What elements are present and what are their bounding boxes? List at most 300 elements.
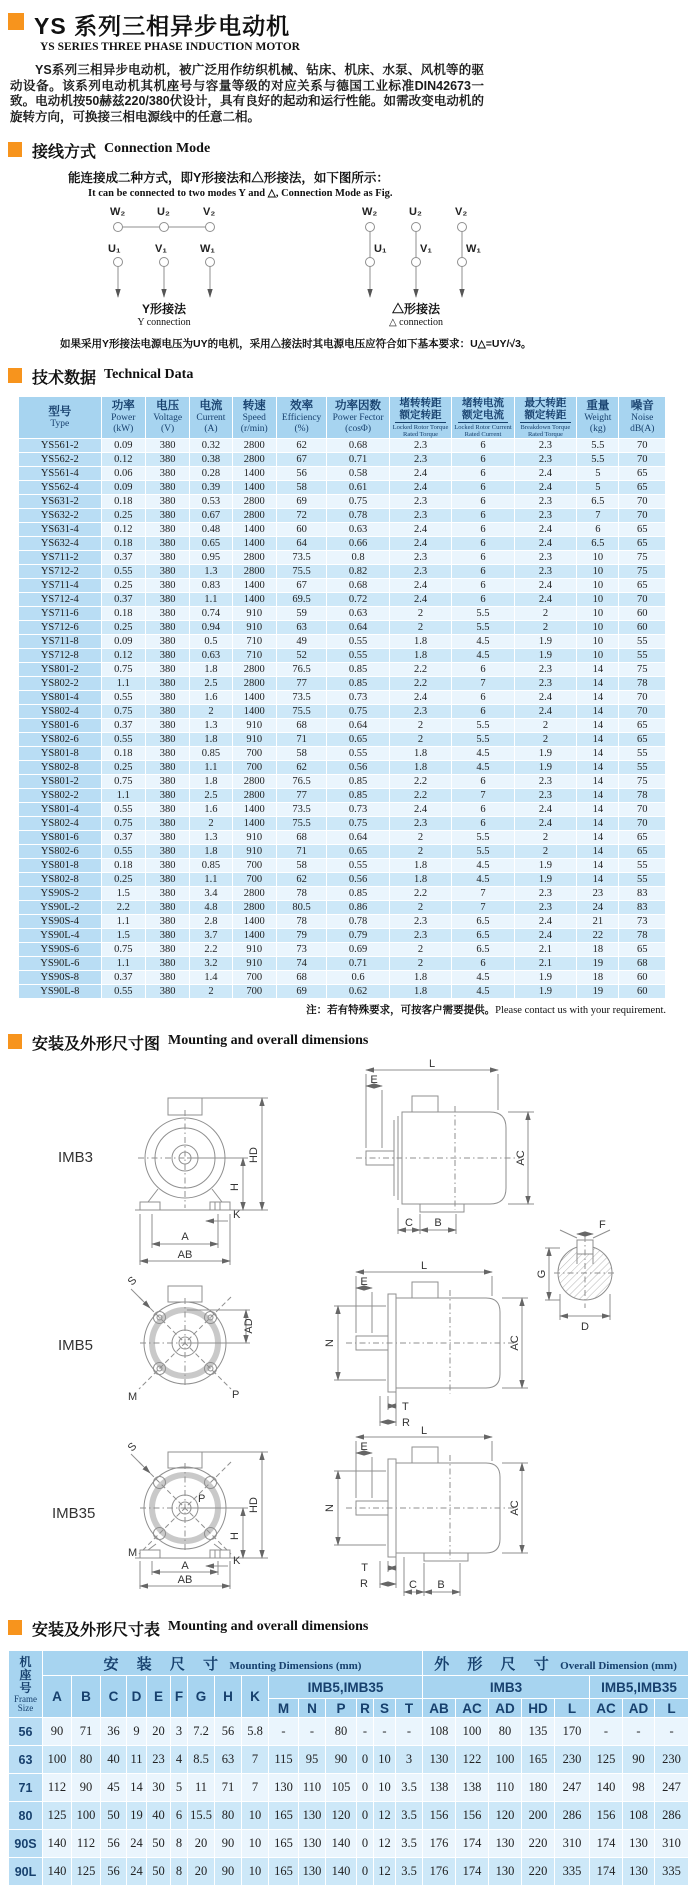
cell: 67 xyxy=(276,453,326,467)
cell: 55 xyxy=(619,859,666,873)
cell: 1400 xyxy=(232,691,276,705)
cell: 0.12 xyxy=(101,649,145,663)
cell: 65 xyxy=(619,537,666,551)
cell: 140 xyxy=(326,1858,357,1886)
cell: 380 xyxy=(145,915,189,929)
table-row xyxy=(19,943,666,957)
cell: 200 xyxy=(522,1802,555,1830)
cell: 63 xyxy=(276,621,326,635)
cell: 78 xyxy=(619,677,666,691)
cell: 1.9 xyxy=(514,635,576,649)
cell: 0.78 xyxy=(327,509,389,523)
row-label: YS711-4 xyxy=(19,579,102,593)
cell: 4.5 xyxy=(452,859,514,873)
cell: 58 xyxy=(276,859,326,873)
imb35-front-view xyxy=(131,1452,235,1558)
cell: 2.4 xyxy=(514,467,576,481)
cell: 78 xyxy=(276,887,326,901)
cell: 220 xyxy=(522,1830,555,1858)
cell: 2.4 xyxy=(389,523,451,537)
cell: 14 xyxy=(577,831,619,845)
cell: 76.5 xyxy=(276,775,326,789)
row-label: YS631-4 xyxy=(19,523,102,537)
cell: 2.3 xyxy=(514,495,576,509)
table-row xyxy=(19,985,666,999)
cell: 910 xyxy=(232,831,276,845)
cell: 380 xyxy=(145,775,189,789)
row-label: YS801-6 xyxy=(19,831,102,845)
cell: 0.73 xyxy=(327,803,389,817)
col-header-ac: AC xyxy=(456,1699,489,1718)
cell: 0.25 xyxy=(101,761,145,775)
cell: 6 xyxy=(452,523,514,537)
figure-label-imb5: IMB5 xyxy=(58,1337,94,1354)
cell: 4.8 xyxy=(190,901,232,915)
cell: 19 xyxy=(127,1802,147,1830)
dim-label-m: M xyxy=(128,1547,138,1559)
cell: - xyxy=(357,1718,374,1746)
row-label: YS90S-6 xyxy=(19,943,102,957)
imb3-front-view xyxy=(135,1098,235,1210)
cell: 2.3 xyxy=(514,509,576,523)
cell: 380 xyxy=(145,705,189,719)
row-label: YS801-2 xyxy=(19,775,102,789)
cell: 10 xyxy=(242,1802,269,1830)
cell: 2.4 xyxy=(389,691,451,705)
cell: 10 xyxy=(577,649,619,663)
terminal-label: V₁ xyxy=(155,243,167,255)
row-label: YS801-8 xyxy=(19,859,102,873)
cell: 125 xyxy=(590,1746,623,1774)
table-row xyxy=(19,957,666,971)
cell: 1.1 xyxy=(101,915,145,929)
cell: 380 xyxy=(145,719,189,733)
cell: 2800 xyxy=(232,775,276,789)
row-label: 80 xyxy=(9,1802,43,1830)
cell: 108 xyxy=(423,1718,456,1746)
voltage-note: 如果采用Y形接法电源电压为UY的电机，采用△接法时其电源电压应符合如下基本要求：U△=UY/√3。 xyxy=(60,338,532,350)
row-label: YS90L-4 xyxy=(19,929,102,943)
cell: 65 xyxy=(619,733,666,747)
cell: 247 xyxy=(555,1774,590,1802)
cell: 0.71 xyxy=(327,453,389,467)
cell: 6 xyxy=(452,579,514,593)
terminal-label: W₁ xyxy=(200,243,215,255)
cell: 230 xyxy=(655,1746,689,1774)
cell: 2.2 xyxy=(389,887,451,901)
cell: 12 xyxy=(374,1858,396,1886)
cell: 20 xyxy=(188,1858,215,1886)
table-row xyxy=(19,901,666,915)
cell: 1.1 xyxy=(190,873,232,887)
cell: 0.75 xyxy=(101,663,145,677)
cell: 6.5 xyxy=(452,915,514,929)
col-header-g: G xyxy=(188,1676,215,1718)
y-connection-label-zh: Y形接法 xyxy=(141,302,187,316)
cell: 380 xyxy=(145,845,189,859)
cell: 380 xyxy=(145,789,189,803)
cell: 60 xyxy=(619,971,666,985)
cell: 2800 xyxy=(232,551,276,565)
cell: 60 xyxy=(276,523,326,537)
cell: 0.85 xyxy=(327,887,389,901)
cell: 0.55 xyxy=(327,859,389,873)
dim-label-ac: AC xyxy=(515,1150,527,1166)
row-label: YS90L-6 xyxy=(19,957,102,971)
cell: 71 xyxy=(215,1774,242,1802)
cell: 0.38 xyxy=(190,453,232,467)
cell: 910 xyxy=(232,733,276,747)
cell: 910 xyxy=(232,957,276,971)
cell: 3.2 xyxy=(190,957,232,971)
dim-label-l: L xyxy=(420,1425,428,1437)
dim-label-s: S xyxy=(125,1440,140,1455)
cell: 0.37 xyxy=(101,971,145,985)
cell: 0.18 xyxy=(101,859,145,873)
cell: 1.6 xyxy=(190,691,232,705)
cell: 10 xyxy=(577,551,619,565)
cell: 2.3 xyxy=(514,677,576,691)
cell: 40 xyxy=(101,1746,127,1774)
cell: 1400 xyxy=(232,467,276,481)
cell: 0.82 xyxy=(327,565,389,579)
cell: 6 xyxy=(452,663,514,677)
cell: 14 xyxy=(577,663,619,677)
cell: 2.3 xyxy=(389,495,451,509)
cell: 18 xyxy=(577,971,619,985)
cell: 14 xyxy=(127,1774,147,1802)
cell: 2.4 xyxy=(514,537,576,551)
cell: 0.64 xyxy=(327,719,389,733)
section-title-en: Mounting and overall dimensions xyxy=(168,1033,369,1048)
cell: 1.3 xyxy=(190,719,232,733)
cell: 380 xyxy=(145,509,189,523)
cell: 910 xyxy=(232,607,276,621)
cell: 0.85 xyxy=(327,663,389,677)
group-header-overall: 外 形 尺 寸 Overall Dimension (mm) xyxy=(423,1651,689,1676)
cell: 56 xyxy=(215,1718,242,1746)
cell: 112 xyxy=(43,1774,72,1802)
cell: 0.75 xyxy=(101,775,145,789)
cell: 56 xyxy=(101,1830,127,1858)
cell: 700 xyxy=(232,971,276,985)
dim-label-m: M xyxy=(128,1391,138,1403)
cell: 9 xyxy=(127,1718,147,1746)
cell: 5.5 xyxy=(452,831,514,845)
dim-label-r: R xyxy=(402,1417,410,1429)
cell: 0.68 xyxy=(327,579,389,593)
cell: 230 xyxy=(555,1746,590,1774)
cell: 76.5 xyxy=(276,663,326,677)
cell: 380 xyxy=(145,453,189,467)
terminal-label: V₁ xyxy=(420,243,432,255)
cell: 55 xyxy=(619,635,666,649)
dim-label-ac: AC xyxy=(509,1500,521,1516)
cell: 0.28 xyxy=(190,467,232,481)
cell: 14 xyxy=(577,761,619,775)
cell: 0.69 xyxy=(327,943,389,957)
cell: 165 xyxy=(269,1802,299,1830)
cell: 6 xyxy=(452,439,514,453)
cell: 30 xyxy=(147,1774,171,1802)
cell: 138 xyxy=(423,1774,456,1802)
cell: 0.32 xyxy=(190,439,232,453)
cell: 1400 xyxy=(232,579,276,593)
cell: 80.5 xyxy=(276,901,326,915)
cell: 380 xyxy=(145,467,189,481)
group-header-mounting: 安 装 尺 寸 Mounting Dimensions (mm) xyxy=(43,1651,423,1676)
cell: 1400 xyxy=(232,481,276,495)
cell: 0.56 xyxy=(327,873,389,887)
cell: 2800 xyxy=(232,677,276,691)
section-title-zh: 接线方式 xyxy=(32,144,97,161)
cell: 380 xyxy=(145,495,189,509)
cell: 12 xyxy=(374,1830,396,1858)
dim-label-hd: HD xyxy=(248,1497,260,1513)
table-row xyxy=(19,523,666,537)
cell: 2.2 xyxy=(101,901,145,915)
imb35-side-view xyxy=(346,1447,515,1561)
table-row xyxy=(19,887,666,901)
dim-label-n: N xyxy=(324,1339,336,1347)
cell: 2.4 xyxy=(514,481,576,495)
section-title-zh: 安装及外形尺寸图 xyxy=(32,1036,161,1053)
cell: 110 xyxy=(489,1774,522,1802)
page-subtitle: YS SERIES THREE PHASE INDUCTION MOTOR xyxy=(40,41,300,53)
cell: 69.5 xyxy=(276,593,326,607)
cell: 1.8 xyxy=(190,845,232,859)
cell: 2.4 xyxy=(514,691,576,705)
col-header-weight: 重量 Weight (kg) xyxy=(577,397,619,439)
col-header-t: T xyxy=(396,1699,423,1718)
cell: 380 xyxy=(145,985,189,999)
cell: 5.5 xyxy=(452,719,514,733)
cell: 220 xyxy=(522,1858,555,1886)
tech-table-note: 注：若有特殊要求，可按客户需要提供。Please contact us with your requirement. xyxy=(306,1004,666,1016)
cell: 4.5 xyxy=(452,985,514,999)
cell: 75 xyxy=(619,775,666,789)
cell: 0.63 xyxy=(327,607,389,621)
row-label: YS802-8 xyxy=(19,761,102,775)
cell: 0.62 xyxy=(327,985,389,999)
section-title-en: Technical Data xyxy=(104,367,194,382)
imb5-side-view xyxy=(346,1282,515,1394)
table-row xyxy=(19,467,666,481)
cell: 80 xyxy=(326,1718,357,1746)
cell: 18 xyxy=(577,943,619,957)
cell: 1.8 xyxy=(389,873,451,887)
cell: 700 xyxy=(232,985,276,999)
cell: 4.5 xyxy=(452,649,514,663)
cell: 6 xyxy=(452,495,514,509)
cell: 2.4 xyxy=(389,803,451,817)
cell: 5 xyxy=(577,467,619,481)
cell: 130 xyxy=(489,1858,522,1886)
cell: 0.67 xyxy=(190,509,232,523)
section-mounting-table xyxy=(8,1617,696,1640)
cell: 380 xyxy=(145,621,189,635)
cell: 90 xyxy=(326,1746,357,1774)
cell: 10 xyxy=(242,1830,269,1858)
cell: 0.65 xyxy=(327,845,389,859)
cell: 700 xyxy=(232,859,276,873)
cell: 65 xyxy=(619,719,666,733)
cell: 71 xyxy=(276,733,326,747)
cell: 122 xyxy=(456,1746,489,1774)
y-connection-figure xyxy=(114,223,215,298)
col-header-s: S xyxy=(374,1699,396,1718)
cell: 2.3 xyxy=(389,705,451,719)
dim-label-p: P xyxy=(232,1389,240,1401)
cell: 5 xyxy=(171,1774,188,1802)
cell: 156 xyxy=(456,1802,489,1830)
cell: 0.09 xyxy=(101,481,145,495)
table-row xyxy=(19,915,666,929)
cell: - xyxy=(396,1718,423,1746)
intro-paragraph: YS系列三相异步电动机，被广泛用作纺织机械、钻床、机床、水泵、风机等的驱动设备。该系列电动机其机座号与容量等级的对应关系与德国工业标准DIN42673一致。电动机按50赫兹220/380伏设计，具有良好的起动和运行性能。如需改变电动机的旋转方向，可换接三相电源线中的任意二相。 xyxy=(10,63,484,124)
cell: 10 xyxy=(374,1746,396,1774)
cell: 10 xyxy=(577,565,619,579)
cell: 5.5 xyxy=(452,621,514,635)
table-row xyxy=(19,803,666,817)
cell: 380 xyxy=(145,579,189,593)
cell: 2.4 xyxy=(514,915,576,929)
cell: 700 xyxy=(232,747,276,761)
cell: 2.4 xyxy=(389,481,451,495)
cell: 2.4 xyxy=(514,929,576,943)
col-header-m: M xyxy=(269,1699,299,1718)
cell: 14 xyxy=(577,691,619,705)
cell: 23 xyxy=(147,1746,171,1774)
cell: 2.4 xyxy=(514,817,576,831)
cell: 0.79 xyxy=(327,929,389,943)
cell: 63 xyxy=(215,1746,242,1774)
cell: 156 xyxy=(590,1802,623,1830)
cell: 2.3 xyxy=(389,453,451,467)
dim-label-c: C xyxy=(405,1217,413,1229)
cell: 36 xyxy=(101,1718,127,1746)
cell: 910 xyxy=(232,845,276,859)
cell: 180 xyxy=(522,1774,555,1802)
cell: 83 xyxy=(619,901,666,915)
row-label: YS561-2 xyxy=(19,439,102,453)
cell: 0.37 xyxy=(101,593,145,607)
cell: 75 xyxy=(619,565,666,579)
y-connection-label-en: Y connection xyxy=(137,317,191,327)
cell: 1.5 xyxy=(101,929,145,943)
cell: 65 xyxy=(619,481,666,495)
cell: 19 xyxy=(577,985,619,999)
cell: 90 xyxy=(215,1858,242,1886)
cell: 0.37 xyxy=(101,719,145,733)
table-row xyxy=(19,929,666,943)
row-label: 90L xyxy=(9,1858,43,1886)
table-row xyxy=(9,1746,689,1774)
cell: 2.3 xyxy=(514,887,576,901)
cell: 6 xyxy=(452,481,514,495)
cell: 380 xyxy=(145,481,189,495)
cell: 10 xyxy=(577,579,619,593)
cell: 6 xyxy=(452,509,514,523)
cell: 0.55 xyxy=(101,565,145,579)
cell: 0.25 xyxy=(101,621,145,635)
cell: 1.8 xyxy=(190,733,232,747)
cell: 910 xyxy=(232,621,276,635)
dim-label-ac: AC xyxy=(509,1335,521,1351)
dim-label-k: K xyxy=(233,1209,241,1221)
cell: 52 xyxy=(276,649,326,663)
cell: 1.8 xyxy=(389,761,451,775)
cell: 2 xyxy=(190,705,232,719)
cell: 69 xyxy=(276,495,326,509)
dimensions-table xyxy=(8,1650,689,1886)
section-marker-icon xyxy=(8,13,24,30)
cell: 335 xyxy=(655,1858,689,1886)
cell: 0.86 xyxy=(327,901,389,915)
cell: 2800 xyxy=(232,565,276,579)
dim-label-ad: AD xyxy=(243,1318,255,1334)
col-header-noise: 噪音 Noise dB(A) xyxy=(619,397,666,439)
section-title-en: Connection Mode xyxy=(104,141,211,156)
cell: 6.5 xyxy=(577,537,619,551)
col-header-ab: AB xyxy=(423,1699,456,1718)
dim-label-hd: HD xyxy=(248,1147,260,1163)
cell: 60 xyxy=(619,621,666,635)
col-header-f: F xyxy=(171,1676,188,1718)
table-row xyxy=(19,747,666,761)
terminal-label: V₂ xyxy=(455,206,468,218)
cell: 1.6 xyxy=(190,803,232,817)
row-label: YS802-6 xyxy=(19,733,102,747)
cell: 6 xyxy=(452,803,514,817)
cell: 286 xyxy=(655,1802,689,1830)
cell: 6 xyxy=(452,817,514,831)
cell: 21 xyxy=(577,915,619,929)
cell: 130 xyxy=(299,1858,326,1886)
cell: 3.5 xyxy=(396,1830,423,1858)
cell: 6 xyxy=(452,957,514,971)
table-row xyxy=(9,1830,689,1858)
dim-label-g: G xyxy=(536,1269,548,1279)
cell: 6 xyxy=(452,565,514,579)
cell: 14 xyxy=(577,705,619,719)
cell: 73 xyxy=(276,943,326,957)
table-row xyxy=(19,817,666,831)
cell: 77 xyxy=(276,677,326,691)
dim-label-e: E xyxy=(360,1441,368,1453)
cell: 75.5 xyxy=(276,817,326,831)
cell: 0.18 xyxy=(101,537,145,551)
cell: 0.8 xyxy=(327,551,389,565)
table-row xyxy=(19,607,666,621)
cell: 0.65 xyxy=(327,733,389,747)
col-header-type: 型号 Type xyxy=(19,397,102,439)
cell: 2.5 xyxy=(190,789,232,803)
cell: 0.75 xyxy=(101,705,145,719)
cell: 24 xyxy=(127,1830,147,1858)
cell: 5.8 xyxy=(242,1718,269,1746)
cell: 380 xyxy=(145,929,189,943)
table-row xyxy=(19,677,666,691)
cell: 7 xyxy=(452,901,514,915)
cell: 120 xyxy=(489,1802,522,1830)
cell: 1.5 xyxy=(101,887,145,901)
cell: 20 xyxy=(188,1830,215,1858)
cell: 6 xyxy=(452,705,514,719)
table-row xyxy=(19,775,666,789)
cell: 0.56 xyxy=(327,761,389,775)
cell: 2.4 xyxy=(514,705,576,719)
